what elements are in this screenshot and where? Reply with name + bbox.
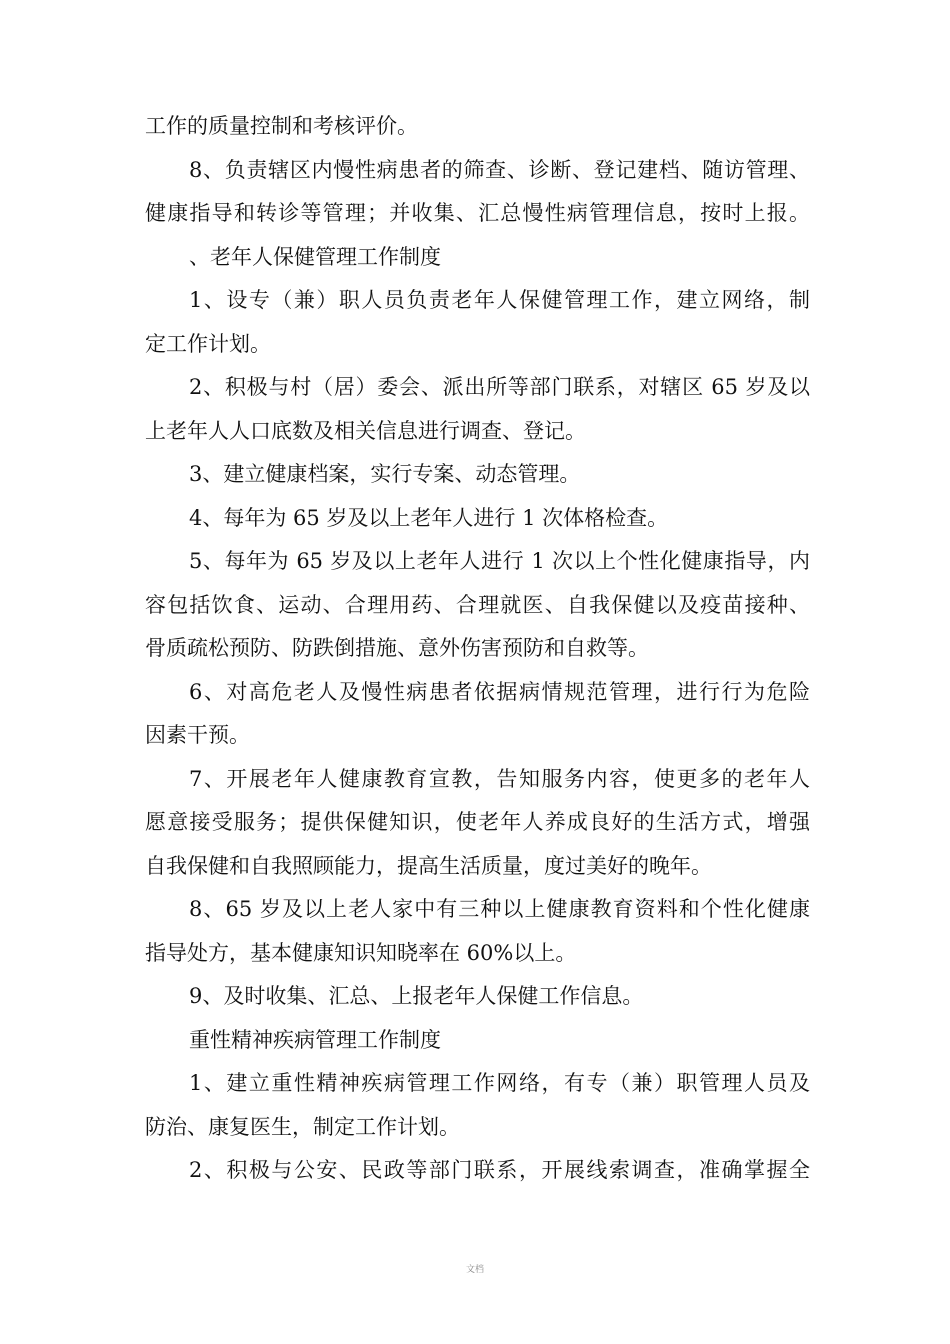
page-footer: 文档 bbox=[465, 1265, 484, 1275]
text-line: 9、及时收集、汇总、上报老年人保健工作信息。 bbox=[189, 984, 644, 1008]
document-body bbox=[145, 105, 810, 1193]
text-line: 7、开展老年人健康教育宣教，告知服务内容，使更多的老年人 bbox=[189, 766, 810, 791]
text-line: 防治、康复医生，制定工作计划。 bbox=[145, 1114, 460, 1139]
text-line: 8、负责辖区内慢性病患者的筛查、诊断、登记建档、随访管理、 bbox=[189, 157, 810, 182]
text-line: 愿意接受服务；提供保健知识，使老年人养成良好的生活方式，增强 bbox=[145, 810, 810, 834]
text-line: 自我保健和自我照顾能力，提高生活质量，度过美好的晚年。 bbox=[145, 853, 712, 878]
text-line: 3、建立健康档案，实行专案、动态管理。 bbox=[189, 462, 581, 486]
text-line: 重性精神疾病管理工作制度 bbox=[189, 1027, 441, 1052]
text-line: 5、每年为 65 岁及以上老年人进行 1 次以上个性化健康指导，内 bbox=[189, 549, 810, 573]
text-line: 指导处方，基本健康知识知晓率在 60%以上。 bbox=[145, 940, 577, 965]
text-line: 4、每年为 65 岁及以上老年人进行 1 次体格检查。 bbox=[189, 505, 669, 530]
text-line: 定工作计划。 bbox=[145, 331, 271, 356]
text-line: 、老年人保健管理工作制度 bbox=[189, 244, 441, 269]
text-line: 骨质疏松预防、防跌倒措施、意外伤害预防和自救等。 bbox=[145, 636, 649, 660]
text-line: 1、设专（兼）职人员负责老年人保健管理工作，建立网络，制 bbox=[189, 288, 810, 312]
text-line: 工作的质量控制和考核评价。 bbox=[145, 114, 418, 138]
text-line: 健康指导和转诊等管理；并收集、汇总慢性病管理信息，按时上报。 bbox=[145, 201, 810, 225]
text-line: 1、建立重性精神疾病管理工作网络，有专（兼）职管理人员及 bbox=[189, 1071, 810, 1095]
text-line: 上老年人人口底数及相关信息进行调查、登记。 bbox=[145, 418, 586, 443]
text-line: 2、积极与公安、民政等部门联系，开展线索调查，准确掌握全 bbox=[189, 1158, 810, 1182]
text-line: 8、65 岁及以上老人家中有三种以上健康教育资料和个性化健康 bbox=[189, 897, 810, 921]
text-line: 因素干预。 bbox=[145, 723, 250, 747]
text-line: 6、对高危老人及慢性病患者依据病情规范管理，进行行为危险 bbox=[189, 679, 810, 704]
text-line: 容包括饮食、运动、合理用药、合理就医、自我保健以及疫苗接种、 bbox=[145, 592, 810, 617]
text-line: 2、积极与村（居）委会、派出所等部门联系，对辖区 65 岁及以 bbox=[189, 375, 810, 399]
